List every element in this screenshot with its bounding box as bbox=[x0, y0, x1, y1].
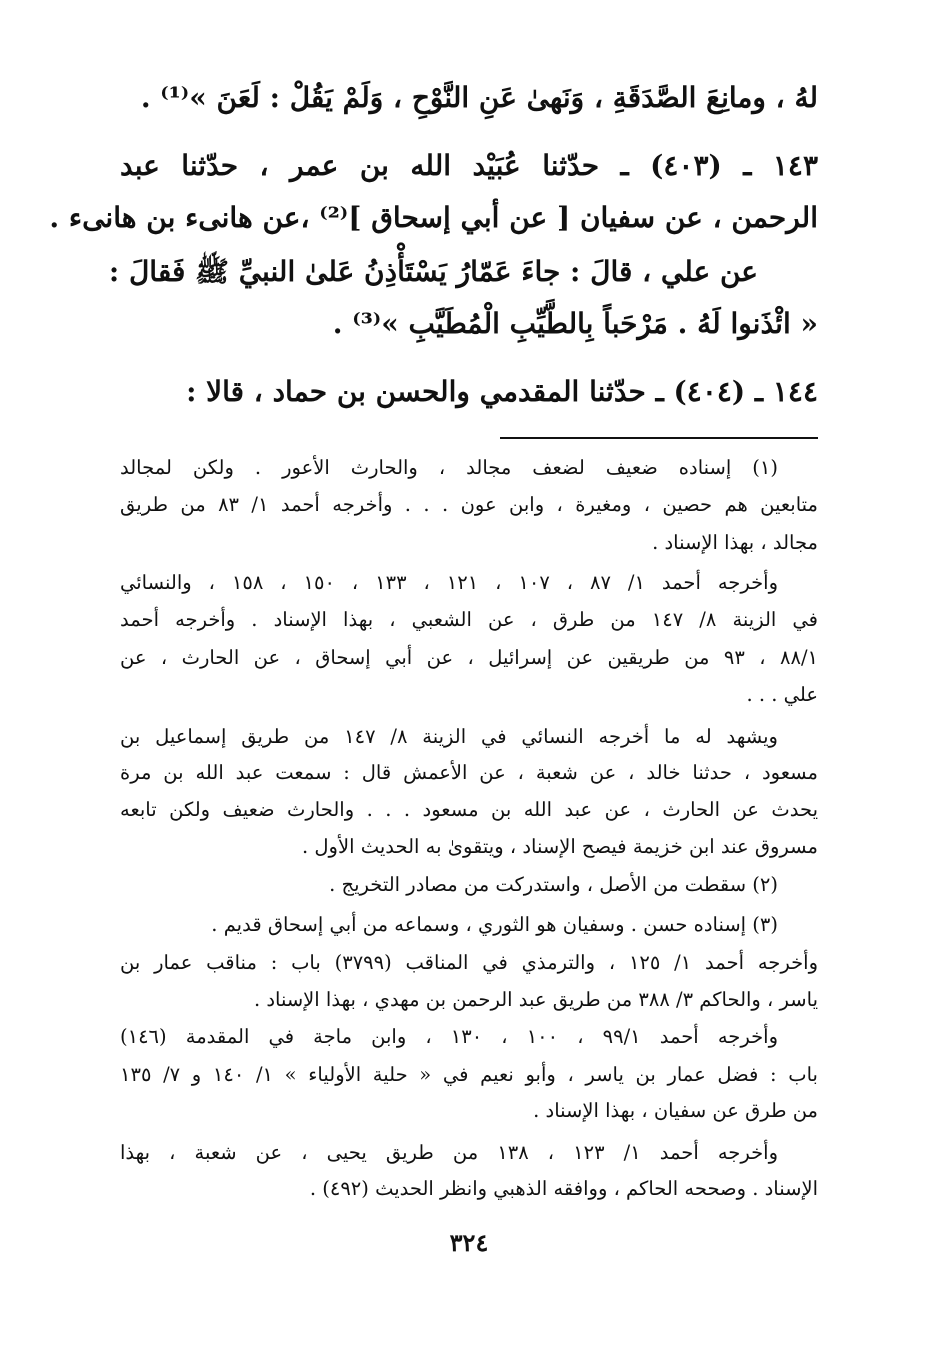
footnote-line-13: (٣) إسناده حسن . وسفيان هو الثوري ، وسماعه من أبي إسحاق قديم . bbox=[211, 913, 778, 936]
footnote-line-3: مجالد ، بهذا الإسناد . bbox=[652, 531, 818, 554]
footnote-line-17: باب : فضل عمار بن ياسر ، وأبو نعيم في « حلية الأولياء » ١/ ١٤٠ و ٧/ ١٣٥ bbox=[120, 1063, 818, 1086]
page-number: ٣٢٤ bbox=[449, 1228, 489, 1257]
footnote-line-6: ٨٨/١ ، ٩٣ من طريقين عن إسرائيل ، عن أبي إسحاق ، عن الحارث ، عن bbox=[120, 646, 818, 669]
main-line-3: الرحمن ، عن سفيان [ عن أبي إسحاق ]⁽²⁾ ،عن هانىء بن هانىء . bbox=[49, 201, 818, 234]
footnote-divider bbox=[500, 437, 818, 439]
hadith-144-heading-line: ١٤٤ ـ (٤٠٤) ـ حدّثنا المقدمي والحسن بن حماد ، قالا : bbox=[186, 375, 818, 408]
main-line-1: لهُ ، ومانِعَ الصَّدَقَةِ ، وَنَهىٰ عَنِ النَّوْحِ ، وَلَمْ يَقُلْ : لَعَنَ »⁽¹⁾ . bbox=[140, 81, 818, 114]
footnote-line-11: مسروق عند ابن خزيمة فيصح الإسناد ، ويتقوىٰ به الحديث الأول . bbox=[301, 835, 818, 858]
footnote-line-1: (١) إسناده ضعيف لضعف مجالد ، والحارث الأعور . ولكن لمجالد bbox=[120, 456, 778, 479]
footnote-line-2: متابعين هم حصين ، ومغيرة ، وابن عون . . . وأخرجه أحمد ١/ ٨٣ من طريق bbox=[120, 493, 818, 516]
footnote-line-4: وأخرجه أحمد ١/ ٨٧ ، ١٠٧ ، ١٢١ ، ١٣٣ ، ١٥٠ ، ١٥٨ ، والنسائي bbox=[120, 571, 779, 594]
footnote-line-7: علي . . . bbox=[746, 683, 818, 706]
main-line-4: عن علي ، قالَ : جاءَ عَمّارُ يَسْتَأْذِنُ عَلىٰ النبيِّ ﷺ فَقالَ : bbox=[108, 255, 758, 288]
hadith-143-heading-line: ١٤٣ ـ (٤٠٣) ـ حدّثنا عُبَيْد الله بن عمر ، حدّثنا عبد bbox=[120, 149, 818, 182]
footnote-line-18: من طرق عن سفيان ، بهذا الإسناد . bbox=[533, 1099, 818, 1122]
footnote-line-16: وأخرجه أحمد ٩٩/١ ، ١٠٠ ، ١٣٠ ، وابن ماجة في المقدمة (١٤٦) bbox=[120, 1025, 778, 1048]
main-line-5: « ائْذَنوا لَهُ . مَرْحَباً بِالطَّيِّبِ الْمُطَيَّبِ »⁽³⁾ . bbox=[332, 307, 818, 340]
footnote-line-15: ياسر ، والحاكم ٣/ ٣٨٨ من طريق عبد الرحمن بن مهدي ، بهذا الإسناد . bbox=[253, 988, 818, 1011]
footnote-line-5: في الزينة ٨/ ١٤٧ من طرق ، عن الشعبي ، بهذا الإسناد . وأخرجه أحمد bbox=[120, 608, 818, 631]
footnote-line-9: مسعود ، حدثنا خالد ، عن شعبة ، عن الأعمش قال : سمعت عبد الله بن مرة bbox=[120, 761, 818, 784]
book-page bbox=[49, 0, 818, 1357]
footnote-line-19: وأخرجه أحمد ١/ ١٢٣ ، ١٣٨ من طريق يحيى ، عن شعبة ، بهذا bbox=[120, 1141, 778, 1164]
footnote-line-8: ويشهد له ما أخرجه النسائي في الزينة ٨/ ١٤٧ من طريق إسماعيل بن bbox=[120, 725, 778, 748]
footnote-line-14: وأخرجه أحمد ١/ ١٢٥ ، والترمذي في المناقب (٣٧٩٩) باب : مناقب عمار بن bbox=[120, 951, 818, 974]
footnote-line-12: (٢) سقطت من الأصل ، واستدركت من مصادر التخريج . bbox=[329, 873, 778, 896]
footnote-line-10: يحدث عن الحارث ، عن عبد الله بن مسعود . . . والحارث ضعيف ولكن تابعه bbox=[120, 798, 818, 821]
footnote-line-20: الإسناد . وصححه الحاكم ، ووافقه الذهبي وانظر الحديث (٤٩٢) . bbox=[309, 1177, 818, 1200]
